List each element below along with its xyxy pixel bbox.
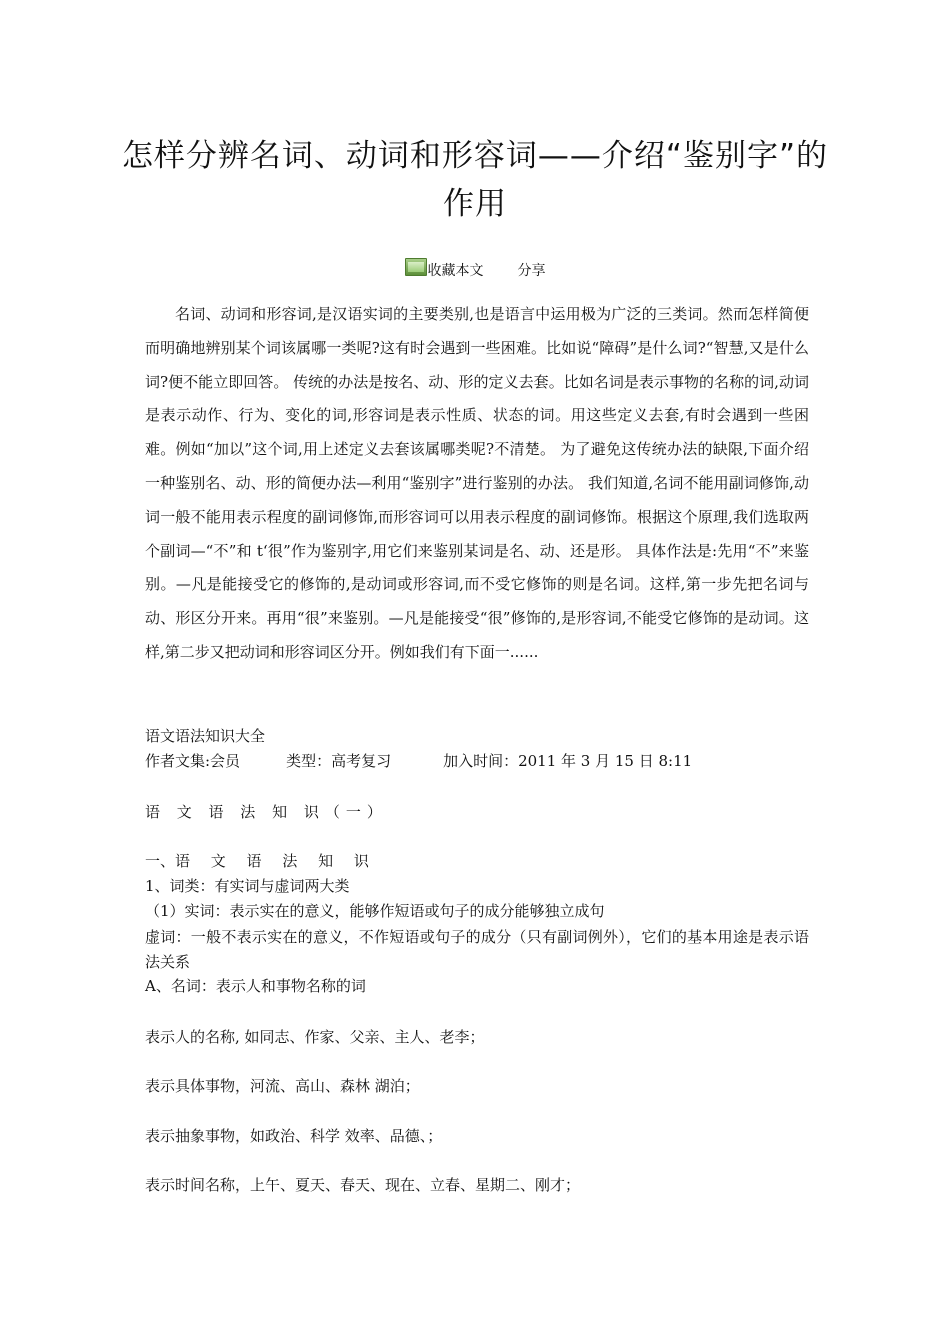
example-line: 表示抽象事物，如政治、科学 效率、品德、； [145, 1127, 443, 1145]
meta-info [145, 749, 809, 773]
line-content-words: （1）实词：表示实在的意义，能够作短语或句子的成分能够独立成句 [145, 902, 605, 920]
share-link[interactable]: 分享 [517, 263, 546, 279]
meta-type: 类型：高考复习 [286, 752, 392, 770]
section-title: 语 文 语 法 知 识（一） [145, 803, 388, 821]
title-line-2: 作用 [443, 186, 507, 222]
folder-icon[interactable] [405, 258, 427, 276]
bookmark-link[interactable]: 收藏本文 [427, 263, 484, 279]
example-line: 表示具体事物，河流、高山、森林 湖泊； [145, 1077, 420, 1095]
line-function-words: 虚词：一般不表示实在的意义，不作短语或句子的成分（只有副词例外），它们的基本用途是表示语法关系 [145, 928, 809, 971]
meta-heading: 语文语法知识大全 [145, 727, 266, 745]
heading-one-text: 语 文 语 法 知 识 [175, 852, 377, 870]
document-title [120, 132, 830, 228]
title-line-1: 怎样分辨名词、动词和形容词——介绍“鉴别字”的 [121, 138, 829, 174]
article-actions [0, 258, 950, 283]
line-nouns: A、名词：表示人和事物名称的词 [145, 977, 366, 995]
intro-paragraph: 名词、动词和形容词,是汉语实词的主要类别,也是语言中运用极为广泛的三类词。然而怎样简便而明确地辨别某个词该属哪一类呢?这有时会遇到一些困难。比如说“障碍”是什么词?“智慧,又是什么词?便不能立即回答。 传统的办法是按名、动、形的定义去套。比如名词是表示事物的名称的词,动词是表示动作、行为、变化的词,形容词是表示性质、状态的词。用这些定义去套,有时会遇到一些困难。例如“加以”这个词,用上述定义去套该属哪类呢?不清楚。 为了避免这传统办法的缺限,下面介绍一种鉴别名、动、形的简便办法—利用“鉴别字”进行鉴别的办法。 我们知道,名词不能用副词修饰,动词一般不能用表示程度的副词修饰,而形容词可以用表示程度的副词修饰。根据这个原理,我们选取两个副词—“不”和 t‘很”作为鉴别字,用它们来鉴别某词是名、动、还是形。 具体作法是:先用“不”来鉴别。—凡是能接受它的修饰的,是动词或形容词,而不受它修饰的则是名词。这样,第一步先把名词与动、形区分开来。再用“很”来鉴别。—凡是能接受“很”修饰的,是形容词,不能受它修饰的是动词。这样,第二步又把动词和形容词区分开。例如我们有下面一...... [145, 305, 809, 661]
line-word-classes: 1、词类：有实词与虚词两大类 [145, 877, 350, 895]
heading-one [145, 849, 809, 873]
meta-author: 作者文集:会员 [145, 752, 241, 770]
example-line: 表示时间名称，上午、夏天、春天、现在、立春、星期二、刚才； [145, 1176, 581, 1194]
meta-added-time: 加入时间：2011 年 3 月 15 日 8:11 [443, 752, 693, 770]
example-line: 表示人的名称, 如同志、作家、父亲、主人、老李； [145, 1028, 485, 1046]
heading-one-prefix: 一、 [145, 852, 176, 870]
